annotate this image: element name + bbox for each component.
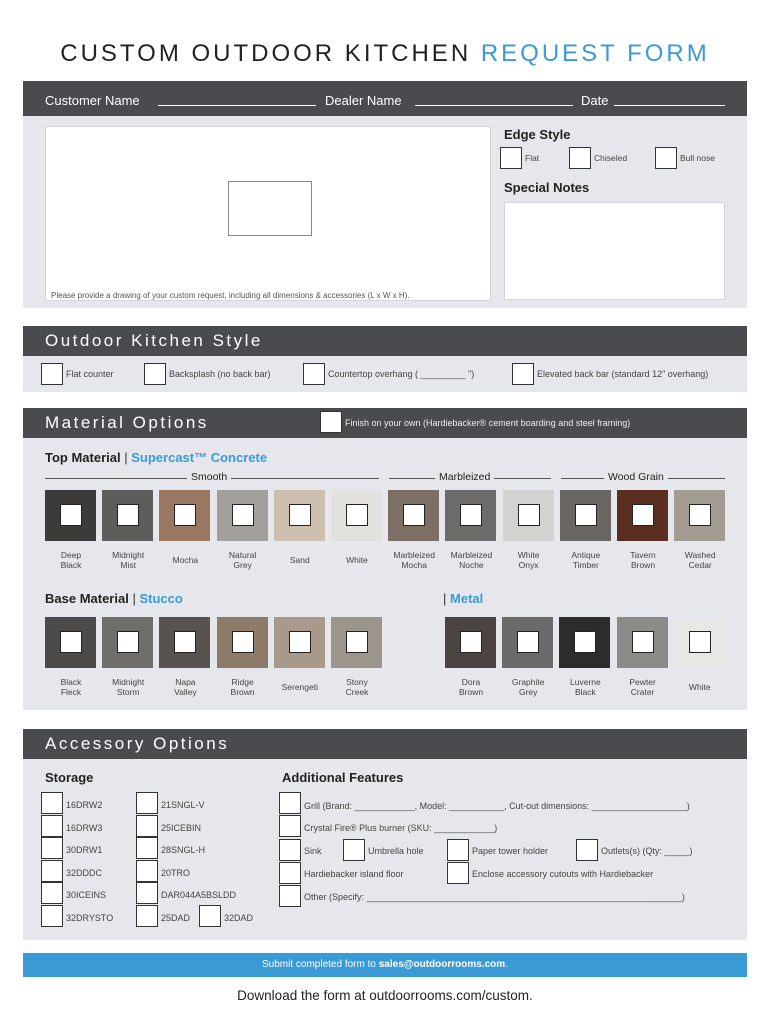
grill-label: Grill (Brand: ____________, Model: ___________, Cut-out dimensions: ___________________) (304, 801, 690, 811)
edge-style-title: Edge Style (504, 127, 571, 142)
swatch-label (213, 550, 273, 570)
other-checkbox[interactable] (279, 885, 301, 907)
swatch-label-line: Black (60, 560, 82, 570)
swatch-checkbox[interactable] (689, 631, 711, 653)
swatch-checkbox[interactable] (575, 504, 597, 526)
swatch-graphite-grey (502, 617, 553, 668)
swatch-washed-cedar (674, 490, 725, 541)
swatch-label-line: Mist (120, 560, 136, 570)
material-panel (23, 438, 747, 710)
edge-bullnose-checkbox[interactable] (655, 147, 677, 169)
drawing-placeholder-box (228, 181, 312, 236)
storage-item-label: 32DDDC (66, 867, 103, 878)
swatch-label (41, 550, 101, 570)
top-material-brand: Supercast™ Concrete (131, 450, 268, 465)
swatch-label-line: Serengeti (281, 682, 318, 692)
storage-32dddc-checkbox[interactable] (41, 860, 63, 882)
swatch-label-line: Onyx (518, 560, 539, 570)
outlets-checkbox[interactable] (576, 839, 598, 861)
swatch-label-line: Deep (60, 550, 82, 560)
elevated-back-bar-label: Elevated back bar (standard 12" overhang) (537, 369, 709, 379)
swatch-luverne-black (559, 617, 610, 668)
swatch-label-line: Black (574, 687, 596, 697)
swatch-label-line: Ridge (231, 677, 254, 687)
swatch-label (441, 550, 501, 570)
elevated-back-bar-checkbox[interactable] (512, 363, 534, 385)
metal-heading: | Metal (443, 591, 484, 606)
date-label: Date (581, 93, 609, 108)
swatch-label-line: Mocha (401, 560, 427, 570)
paper-towel-holder-checkbox[interactable] (447, 839, 469, 861)
storage-16drw3-checkbox[interactable] (41, 815, 63, 837)
island-floor-checkbox[interactable] (279, 862, 301, 884)
swatch-natural-grey (217, 490, 268, 541)
umbrella-hole-checkbox[interactable] (343, 839, 365, 861)
accessory-options-title: Accessory Options (45, 734, 230, 753)
storage-item-label: 25ICEBIN (161, 822, 202, 833)
swatch-label (98, 550, 158, 570)
swatch-white (331, 490, 382, 541)
swatch-label (270, 682, 330, 692)
swatch-label-line: Brown (458, 687, 484, 697)
swatch-marbleized-noche (445, 490, 496, 541)
swatch-label-line: Sand (289, 555, 310, 565)
edge-chiseled-label: Chiseled (594, 153, 628, 163)
swatch-label (498, 677, 558, 697)
swatch-stony-creek (331, 617, 382, 668)
swatch-checkbox[interactable] (117, 504, 139, 526)
island-floor-label: Hardiebacker island floor (304, 869, 404, 879)
dealer-name-label: Dealer Name (325, 93, 402, 108)
swatch-checkbox[interactable] (117, 631, 139, 653)
storage-item-label: 16DRW2 (66, 800, 103, 810)
swatch-label-line: Stony (346, 677, 368, 687)
swatch-deep-black (45, 490, 96, 541)
storage-item-label: 28SNGL-H (161, 845, 206, 856)
storage-item-label: 30DRW1 (66, 845, 103, 856)
special-notes-title: Special Notes (504, 180, 590, 195)
sink-label: Sink (304, 846, 322, 856)
download-note: Download the form at outdoorrooms.com/custom. (237, 988, 533, 1003)
swatch-pewter-crater (617, 617, 668, 668)
finish-own-checkbox[interactable] (320, 411, 342, 433)
crystal-fire-label: Crystal Fire® Plus burner (SKU: ____________) (304, 823, 498, 833)
group-marbleized: Marbleized (435, 471, 494, 483)
swatch-checkbox[interactable] (232, 631, 254, 653)
swatch-checkbox[interactable] (460, 631, 482, 653)
edge-bullnose-label: Bull nose (680, 153, 715, 163)
swatch-label (384, 550, 444, 570)
swatch-checkbox[interactable] (289, 504, 311, 526)
crystal-fire-checkbox[interactable] (279, 815, 301, 837)
flat-counter-checkbox[interactable] (41, 363, 63, 385)
swatch-label (327, 555, 387, 565)
storage-item-label: 30ICEINS (66, 890, 107, 901)
enclose-cutouts-checkbox[interactable] (447, 862, 469, 884)
storage-item-label: 21SNGL-V (161, 800, 205, 810)
base-material-heading: Base Material | Stucco (45, 591, 183, 606)
title-accent: REQUEST FORM (480, 40, 710, 67)
swatch-label (98, 677, 158, 697)
swatch-white-onyx (503, 490, 554, 541)
storage-25dad-checkbox[interactable] (136, 905, 158, 927)
swatch-checkbox[interactable] (632, 504, 654, 526)
swatch-label-line: Storm (116, 687, 140, 697)
swatch-label (556, 550, 616, 570)
swatch-label (270, 555, 330, 565)
swatch-label (613, 550, 673, 570)
backsplash-label: Backsplash (no back bar) (169, 369, 271, 379)
outlets-label: Outlets(s) (Qty: _____) (601, 846, 693, 856)
storage-25icebin-checkbox[interactable] (136, 815, 158, 837)
top-material-label: Top Material (45, 450, 121, 465)
swatch-checkbox[interactable] (689, 504, 711, 526)
swatch-label-line: Black (60, 677, 82, 687)
other-label: Other (Specify: _______________________________________________________________) (304, 892, 685, 902)
storage-21sngl-v-checkbox[interactable] (136, 792, 158, 814)
storage-item-label: 32DRYSTO (66, 913, 114, 923)
swatch-tavern-brown (617, 490, 668, 541)
swatch-dora-brown (445, 617, 496, 668)
swatch-white (674, 617, 725, 668)
storage-32drysto-checkbox[interactable] (41, 905, 63, 927)
group-smooth: Smooth (187, 471, 231, 483)
swatch-label-line: Antique (571, 550, 601, 560)
storage-16drw2-checkbox[interactable] (41, 792, 63, 814)
swatch-label-line: Valley (174, 687, 197, 697)
customer-name-field[interactable] (158, 105, 316, 106)
storage-30iceins-checkbox[interactable] (41, 882, 63, 904)
group-wood-grain: Wood Grain (604, 471, 668, 483)
storage-item-label: DAR044A5BSLDD (161, 890, 237, 901)
swatch-marbleized-mocha (388, 490, 439, 541)
grill-checkbox[interactable] (279, 792, 301, 814)
accessory-panel (23, 759, 747, 940)
countertop-overhang-label: Countertop overhang ( _________ ") (328, 369, 475, 379)
form-title (0, 40, 770, 68)
swatch-label-line: Washed (684, 550, 716, 560)
swatch-label-line: Noche (459, 560, 484, 570)
swatch-label (213, 677, 273, 697)
swatch-midnight-mist (102, 490, 153, 541)
swatch-checkbox[interactable] (518, 504, 540, 526)
swatch-label (155, 555, 215, 565)
swatch-checkbox[interactable] (289, 631, 311, 653)
metal-label: Metal (450, 591, 484, 606)
enclose-cutouts-label: Enclose accessory cutouts with Hardiebacker (472, 869, 654, 879)
swatch-checkbox[interactable] (517, 631, 539, 653)
swatch-label-line: Fleck (60, 687, 82, 697)
storage-28sngl-h-checkbox[interactable] (136, 837, 158, 859)
special-notes-field[interactable] (504, 202, 725, 300)
swatch-checkbox[interactable] (632, 631, 654, 653)
drawing-panel (23, 116, 747, 308)
swatch-label-line: Natural (228, 550, 257, 560)
accessory-options-bar (23, 729, 747, 759)
features-title: Additional Features (282, 770, 404, 785)
paper-towel-holder-label: Paper tower holder (472, 846, 549, 856)
backsplash-checkbox[interactable] (144, 363, 166, 385)
swatch-napa-valley (159, 617, 210, 668)
storage-item-label: 16DRW3 (66, 822, 103, 833)
customer-info-bar (23, 81, 747, 116)
edge-chiseled-checkbox[interactable] (569, 147, 591, 169)
swatch-label-line: Grey (518, 687, 538, 697)
swatch-checkbox[interactable] (174, 504, 196, 526)
storage-30drw1-checkbox[interactable] (41, 837, 63, 859)
swatch-ridge-brown (217, 617, 268, 668)
kitchen-style-bar (23, 326, 747, 356)
swatch-checkbox[interactable] (232, 504, 254, 526)
storage-dar044a5bsldd-checkbox[interactable] (136, 882, 158, 904)
swatch-label-line: Napa (175, 677, 196, 687)
swatch-label-line: Brown (230, 687, 255, 697)
title-main: CUSTOM OUTDOOR KITCHEN (60, 40, 472, 67)
umbrella-hole-label: Umbrella hole (368, 846, 424, 856)
drawing-area[interactable] (45, 126, 491, 301)
swatch-label (441, 677, 501, 697)
material-options-bar (23, 408, 747, 438)
swatch-midnight-storm (102, 617, 153, 668)
drawing-caption: Please provide a drawing of your custom request, including all dimensions & accessories (L x W x H). (51, 291, 410, 300)
base-material-label: Base Material (45, 591, 129, 606)
kitchen-style-panel (23, 356, 747, 392)
swatch-checkbox[interactable] (403, 504, 425, 526)
dealer-name-field[interactable] (415, 105, 573, 106)
swatch-label-line: Marbleized (450, 550, 493, 560)
edge-flat-checkbox[interactable] (500, 147, 522, 169)
swatch-label-line: Brown (630, 560, 656, 570)
swatch-checkbox[interactable] (346, 631, 368, 653)
swatch-checkbox[interactable] (460, 504, 482, 526)
swatch-antique-timber (560, 490, 611, 541)
swatch-label-line: Graphite (511, 677, 545, 687)
swatch-label (41, 677, 101, 697)
submit-suffix: . (505, 959, 508, 970)
swatch-label-line: Cedar (688, 560, 712, 570)
swatch-label-line: Tavern (630, 550, 656, 560)
storage-20tro-checkbox[interactable] (136, 860, 158, 882)
swatch-black-fleck (45, 617, 96, 668)
swatch-label-line: Midnight (112, 550, 145, 560)
swatch-label-line: Crater (630, 687, 655, 697)
swatch-label-line: Creek (345, 687, 369, 697)
base-material-brand: Stucco (139, 591, 183, 606)
swatch-checkbox[interactable] (574, 631, 596, 653)
swatch-label (613, 677, 673, 697)
storage-title: Storage (45, 770, 94, 785)
flat-counter-label: Flat counter (66, 369, 114, 379)
sink-checkbox[interactable] (279, 839, 301, 861)
submit-email-link[interactable]: sales@outdoorrooms.com (378, 959, 506, 970)
swatch-label (155, 677, 215, 697)
swatch-label (555, 677, 615, 697)
swatch-label (670, 550, 730, 570)
storage-item-label: 32DAD (224, 913, 254, 923)
swatch-mocha (159, 490, 210, 541)
storage-32dad-checkbox[interactable] (199, 905, 221, 927)
date-field[interactable] (614, 105, 725, 106)
kitchen-style-title: Outdoor Kitchen Style (45, 331, 263, 350)
swatch-label-line: Timber (572, 560, 599, 570)
swatch-sand (274, 490, 325, 541)
swatch-label-line: White (688, 682, 711, 692)
swatch-label-line: Grey (233, 560, 252, 570)
customer-name-label: Customer Name (45, 93, 140, 108)
storage-item-label: 20TRO (161, 867, 191, 878)
swatch-checkbox[interactable] (174, 631, 196, 653)
submit-prefix: Submit completed form to (262, 959, 379, 970)
countertop-overhang-checkbox[interactable] (303, 363, 325, 385)
swatch-checkbox[interactable] (60, 504, 82, 526)
swatch-serengeti (274, 617, 325, 668)
swatch-label-line: Midnight (112, 677, 145, 687)
swatch-label-line: White (346, 555, 368, 565)
swatch-label-line: Mocha (172, 555, 199, 565)
swatch-label-line: White (517, 550, 540, 560)
swatch-label-line: Marbleized (393, 550, 435, 560)
material-options-title: Material Options (45, 413, 209, 432)
top-material-heading: Top Material | Supercast™ Concrete (45, 450, 268, 465)
swatch-checkbox[interactable] (346, 504, 368, 526)
swatch-label-line: Dora (461, 677, 481, 687)
swatch-label-line: Luverne (570, 677, 601, 687)
swatch-label (327, 677, 387, 697)
storage-item-label: 25DAD (161, 913, 191, 923)
swatch-checkbox[interactable] (60, 631, 82, 653)
swatch-label (499, 550, 559, 570)
swatch-label (670, 682, 730, 692)
swatch-label-line: Pewter (629, 677, 656, 687)
submit-banner (23, 953, 747, 977)
finish-own-label: Finish on your own (Hardiebacker® cement boarding and steel framing) (345, 418, 631, 428)
edge-flat-label: Flat (525, 153, 540, 163)
